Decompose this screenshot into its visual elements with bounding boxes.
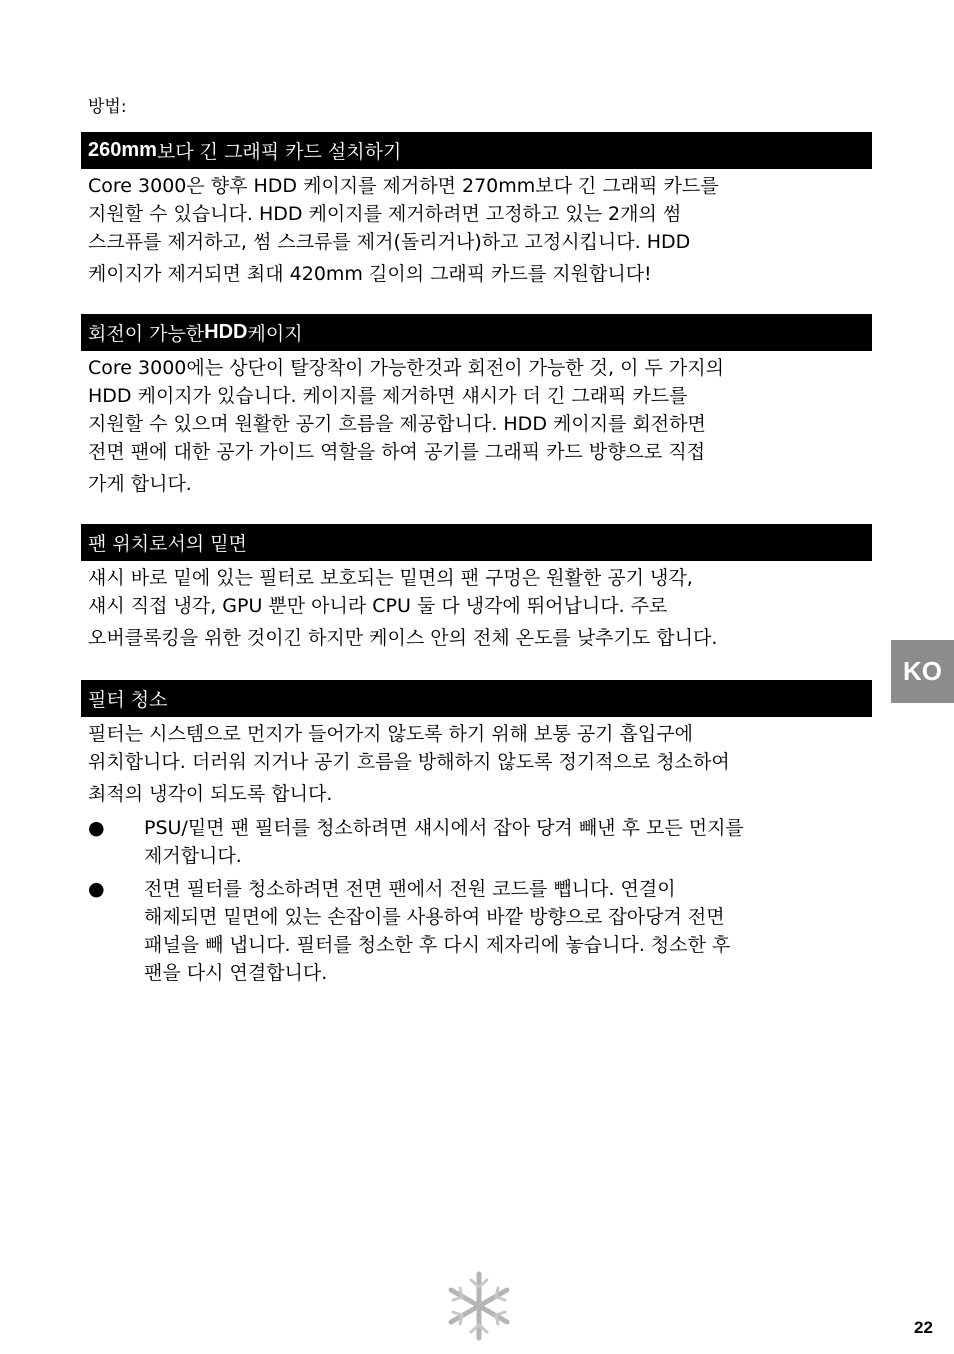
body-line: 위치합니다. 더러워 지거나 공기 흐름을 방해하지 않도록 정기적으로 청소하여 bbox=[88, 751, 730, 773]
language-tab-label: KO bbox=[903, 656, 942, 686]
body-line: 전면 팬에 대한 공가 가이드 역할을 하여 공기를 그래픽 카드 방향으로 직접 bbox=[88, 441, 706, 463]
body-line: HDD 케이지가 있습니다. 케이지를 제거하면 섀시가 더 긴 그래픽 카드를 bbox=[88, 385, 688, 407]
section-body-hdd-cage bbox=[88, 354, 878, 498]
body-line: 최적의 냉각이 되도록 합니다. bbox=[88, 783, 333, 805]
bullet-line: 팬을 다시 연결합니다. bbox=[144, 962, 328, 984]
body-line: 가게 합니다. bbox=[88, 473, 192, 495]
snowflake-icon bbox=[444, 1270, 514, 1342]
section-heading-graphics-card bbox=[81, 132, 872, 169]
bullet-line: 전면 필터를 청소하려면 전면 팬에서 전원 코드를 뺍니다. 연결이 bbox=[144, 878, 676, 900]
heading-bold-part: 260mm bbox=[88, 139, 157, 161]
body-line: 지원할 수 있으며 원활한 공기 흐름을 제공합니다. HDD 케이지를 회전하면 bbox=[88, 413, 706, 435]
bullet-line: 해제되면 밑면에 있는 손잡이를 사용하여 바깥 방향으로 잡아당겨 전면 bbox=[144, 906, 725, 928]
section-heading-hdd-cage bbox=[81, 314, 872, 351]
body-line: 스크퓨를 제거하고, 썸 스크류를 제거(돌리거나)하고 고정시킵니다. HDD bbox=[88, 231, 691, 253]
page-number: 22 bbox=[914, 1318, 933, 1337]
bullet-line: PSU/밑면 팬 필터를 청소하려면 섀시에서 잡아 당겨 빼낸 후 모든 먼지를 bbox=[144, 817, 744, 839]
section-body-bottom-fan bbox=[88, 564, 878, 652]
section-body-graphics-card bbox=[88, 172, 878, 288]
body-line: 케이지가 제거되면 최대 420mm 길이의 그래픽 카드를 지원합니다! bbox=[88, 263, 652, 285]
section-body-filter-cleaning bbox=[88, 720, 878, 808]
heading-bold-part: HDD bbox=[204, 321, 248, 343]
body-line: Core 3000은 향후 HDD 케이지를 제거하면 270mm보다 긴 그래픽 카드를 bbox=[88, 175, 719, 197]
language-tab bbox=[891, 640, 954, 703]
heading-text-pre: 회전이 가능한 bbox=[88, 323, 205, 345]
bullet-icon: ● bbox=[88, 878, 105, 900]
section-heading-filter-cleaning bbox=[81, 680, 872, 717]
body-line: 필터는 시스템으로 먼지가 들어가지 않도록 하기 위해 보통 공기 흡입구에 bbox=[88, 723, 693, 745]
body-line: 오버클록킹을 위한 것이긴 하지만 케이스 안의 전체 온도를 낮추기도 합니다. bbox=[88, 627, 718, 649]
body-line: 섀시 바로 밑에 있는 필터로 보호되는 밑면의 팬 구멍은 원활한 공기 냉각, bbox=[88, 567, 693, 589]
body-line: 섀시 직접 냉각, GPU 뿐만 아니라 CPU 둘 다 냉각에 뛰어납니다. 주로 bbox=[88, 595, 668, 617]
section-heading-bottom-fan bbox=[81, 524, 872, 561]
heading-text: 팬 위치로서의 밑면 bbox=[88, 533, 247, 555]
heading-text: 보다 긴 그래픽 카드 설치하기 bbox=[156, 141, 402, 163]
body-line: 지원할 수 있습니다. HDD 케이지를 제거하려면 고정하고 있는 2개의 썸 bbox=[88, 203, 682, 225]
method-label: 방법: bbox=[88, 97, 127, 117]
bullet-text bbox=[144, 814, 744, 870]
bullet-line: 제거합니다. bbox=[144, 845, 242, 867]
heading-text: 필터 청소 bbox=[88, 689, 168, 711]
heading-text: 케이지 bbox=[247, 323, 303, 345]
bullet-line: 패널을 빼 냅니다. 필터를 청소한 후 다시 제자리에 놓습니다. 청소한 후 bbox=[144, 934, 731, 956]
body-line: Core 3000에는 상단이 탈장착이 가능한것과 회전이 가능한 것, 이 두 가지의 bbox=[88, 357, 724, 379]
bullet-text bbox=[144, 875, 730, 987]
bullet-icon: ● bbox=[88, 817, 105, 839]
